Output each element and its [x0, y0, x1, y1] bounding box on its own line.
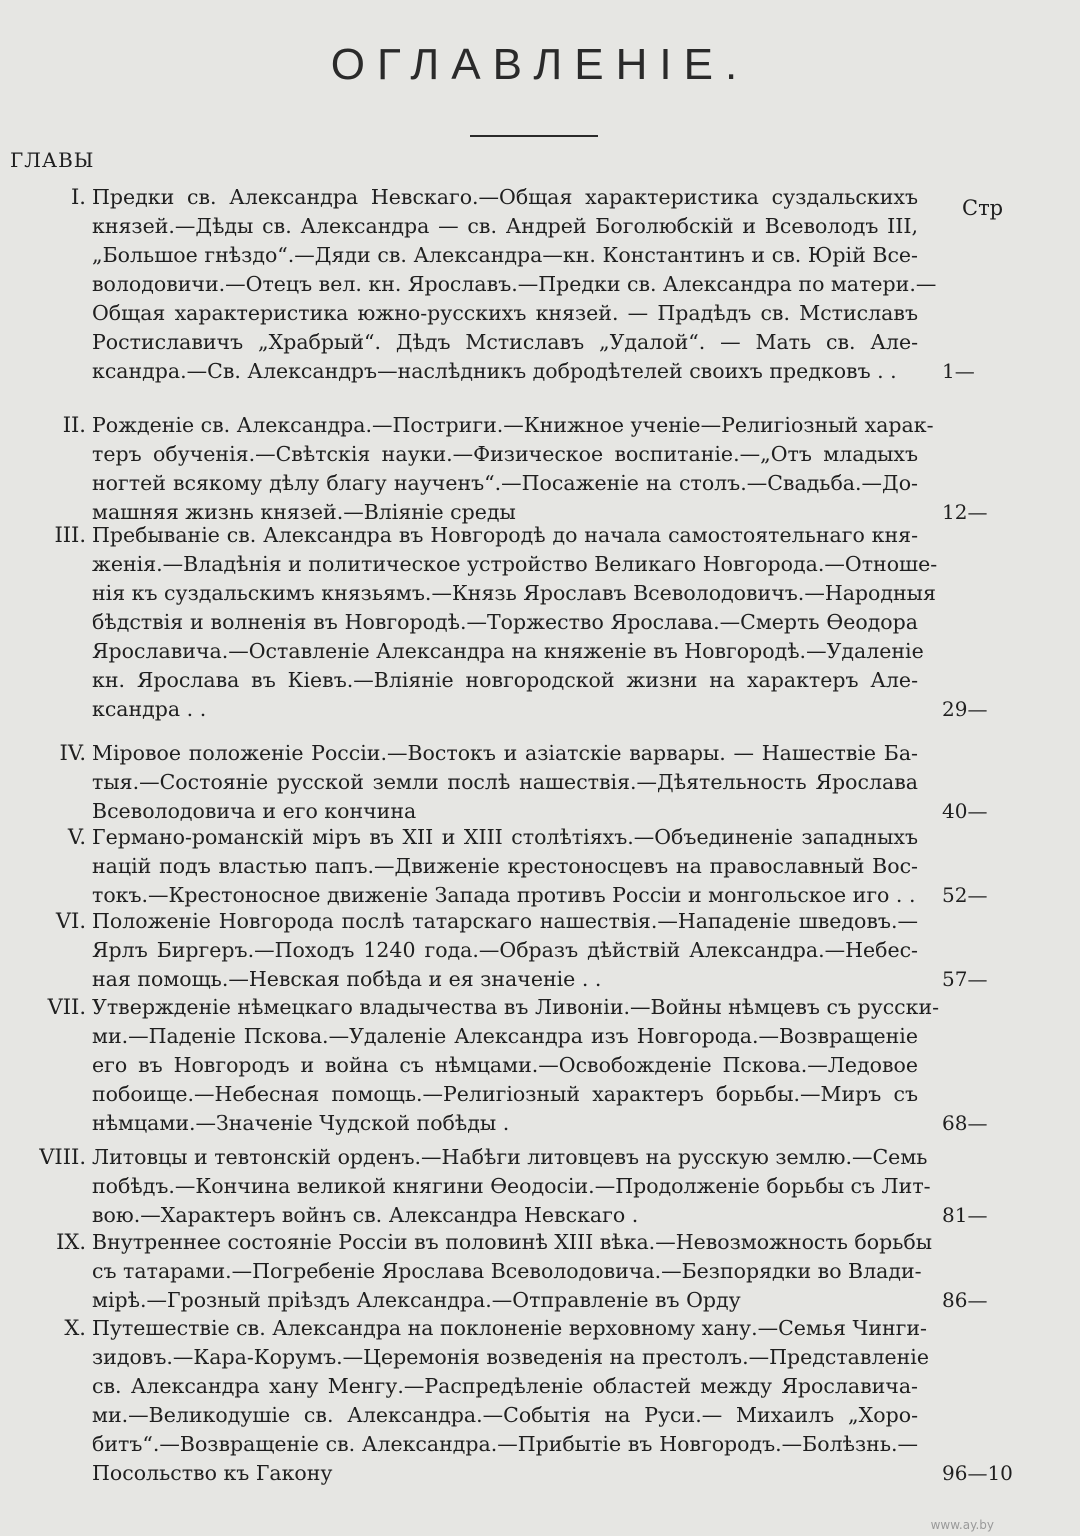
- chapter-number: III.: [54, 523, 86, 547]
- summary-line: Германо-романскій міръ въ XII и XIII столѣтіяхъ.—Объединеніе западныхъ: [92, 825, 918, 849]
- page-range: 1—: [942, 359, 975, 383]
- summary-line: Всеволодовича и его кончина: [92, 799, 417, 823]
- summary-line: ногтей всякому дѣлу благу наученъ“.—Посаженіе на столъ.—Свадьба.—До-: [92, 471, 918, 495]
- chapter-number: V.: [67, 825, 86, 849]
- summary-line: побѣдъ.—Кончина великой княгини Ѳеодосіи.—Продолженіе борьбы съ Лит-: [92, 1174, 931, 1198]
- page-range: 96—10: [942, 1461, 1013, 1485]
- summary-line: машняя жизнь князей.—Вліяніе среды: [92, 500, 516, 524]
- summary-line: „Большое гнѣздо“.—Дяди св. Александра—кн. Константинъ и св. Юрій Все-: [92, 243, 918, 267]
- pages-label: Стр: [962, 196, 1004, 220]
- page-range: 86—: [942, 1288, 988, 1312]
- summary-line: ми.—Паденіе Пскова.—Удаленіе Александра изъ Новгорода.—Возвращеніе: [92, 1024, 918, 1048]
- summary-line: Міровое положеніе Россіи.—Востокъ и азіатскіе варвары. — Нашествіе Ба-: [92, 741, 918, 765]
- watermark: www.ay.by: [930, 1518, 994, 1532]
- chapter-number: VIII.: [39, 1145, 86, 1169]
- chapter-summary: [92, 823, 918, 910]
- summary-line: Ростиславичъ „Храбрый“. Дѣдъ Мстиславъ „Удалой“. — Мать св. Але-: [92, 330, 918, 354]
- chapter-summary: [92, 183, 937, 386]
- chapter-summary: [92, 739, 918, 826]
- summary-line: Путешествіе св. Александра на поклоненіе верховному хану.—Семья Чинги-: [92, 1316, 927, 1340]
- summary-line: нія къ суздальскимъ князьямъ.—Князь Ярославъ Всеволодовичъ.—Народныя: [92, 581, 936, 605]
- summary-line: Общая характеристика южно-русскихъ князей. — Прадѣдъ св. Мстиславъ: [92, 301, 918, 325]
- summary-line: св. Александра хану Менгу.—Распредѣленіе областей между Ярославича-: [92, 1374, 918, 1398]
- chapter-number: VII.: [47, 995, 86, 1019]
- chapter-number: II.: [62, 413, 86, 437]
- summary-line: нѣмцами.—Значеніе Чудской побѣды .: [92, 1111, 510, 1135]
- summary-line: Литовцы и тевтонскій орденъ.—Набѣги литовцевъ на русскую землю.—Семь: [92, 1145, 928, 1169]
- summary-line: зидовъ.—Кара-Корумъ.—Церемонія возведенія на престолъ.—Представленіе: [92, 1345, 929, 1369]
- summary-line: Рожденіе св. Александра.—Постриги.—Книжное ученіе—Религіозный харак-: [92, 413, 934, 437]
- chapter-number: IX.: [56, 1230, 86, 1254]
- summary-line: мірѣ.—Грозный пріѣздъ Александра.—Отправленіе въ Орду: [92, 1288, 741, 1312]
- summary-line: володовичи.—Отецъ вел. кн. Ярославъ.—Предки св. Александра по матери.—: [92, 272, 937, 296]
- summary-line: битъ“.—Возвращеніе св. Александра.—Прибытіе въ Новгородъ.—Болѣзнь.—: [92, 1432, 918, 1456]
- summary-line: ная помощь.—Невская побѣда и ея значеніе . .: [92, 967, 602, 991]
- summary-line: Утвержденіе нѣмецкаго владычества въ Ливоніи.—Войны нѣмцевъ съ русски-: [92, 995, 940, 1019]
- summary-line: князей.—Дѣды св. Александра — св. Андрей Боголюбскій и Всеволодъ III,: [92, 214, 918, 238]
- chapter-summary: [92, 1143, 931, 1230]
- summary-line: ми.—Великодушіе св. Александра.—Событія на Руси.— Михаилъ „Хоро-: [92, 1403, 918, 1427]
- summary-line: съ татарами.—Погребеніе Ярослава Всеволодовича.—Безпорядки во Влади-: [92, 1259, 922, 1283]
- page-range: 57—: [942, 967, 988, 991]
- title-divider: [470, 135, 598, 137]
- summary-line: бѣдствія и волненія въ Новгородѣ.—Торжество Ярослава.—Смерть Ѳеодора: [92, 610, 918, 634]
- summary-line: ксандра . .: [92, 697, 207, 721]
- summary-line: побоище.—Небесная помощь.—Религіозный характеръ борьбы.—Миръ съ: [92, 1082, 918, 1106]
- chapter-summary: [92, 521, 938, 724]
- summary-line: Пребываніе св. Александра въ Новгородѣ до начала самостоятельнаго кня-: [92, 523, 918, 547]
- summary-line: націй подъ властью папъ.—Движеніе крестоносцевъ на православный Вос-: [92, 854, 918, 878]
- chapters-label: ГЛАВЫ: [10, 148, 95, 172]
- chapter-summary: [92, 411, 934, 527]
- summary-line: Ярлъ Биргеръ.—Походъ 1240 года.—Образъ дѣйствій Александра.—Небес-: [92, 938, 918, 962]
- summary-line: теръ обученія.—Свѣтскія науки.—Физическое воспитаніе.—„Отъ младыхъ: [92, 442, 918, 466]
- summary-line: Внутреннее состояніе Россіи въ половинѣ XIII вѣка.—Невозможность борьбы: [92, 1230, 933, 1254]
- summary-line: женія.—Владѣнія и политическое устройство Великаго Новгорода.—Отноше-: [92, 552, 938, 576]
- summary-line: его въ Новгородъ и война съ нѣмцами.—Освобожденіе Пскова.—Ледовое: [92, 1053, 918, 1077]
- chapter-number: X.: [64, 1316, 86, 1340]
- chapter-number: I.: [71, 185, 86, 209]
- summary-line: токъ.—Крестоносное движеніе Запада противъ Россіи и монгольское иго . .: [92, 883, 916, 907]
- chapter-summary: [92, 993, 940, 1138]
- page-range: 81—: [942, 1203, 988, 1227]
- summary-line: тыя.—Состояніе русской земли послѣ нашествія.—Дѣятельность Ярослава: [92, 770, 918, 794]
- page-range: 40—: [942, 799, 988, 823]
- page-range: 68—: [942, 1111, 988, 1135]
- summary-line: Положеніе Новгорода послѣ татарскаго нашествія.—Нападеніе шведовъ.—: [92, 909, 918, 933]
- summary-line: Предки св. Александра Невскаго.—Общая характеристика суздальскихъ: [92, 185, 918, 209]
- chapter-summary: [92, 1314, 929, 1488]
- summary-line: вою.—Характеръ войнъ св. Александра Невскаго .: [92, 1203, 639, 1227]
- page-range: 52—: [942, 883, 988, 907]
- summary-line: кн. Ярослава въ Кіевъ.—Вліяніе новгородской жизни на характеръ Але-: [92, 668, 918, 692]
- chapter-number: VI.: [55, 909, 86, 933]
- chapter-summary: [92, 1228, 933, 1315]
- page-title: ОГЛАВЛЕНІЕ.: [330, 40, 750, 89]
- summary-line: Ярославича.—Оставленіе Александра на княженіе въ Новгородѣ.—Удаленіе: [92, 639, 924, 663]
- chapter-summary: [92, 907, 918, 994]
- summary-line: Посольство къ Гакону: [92, 1461, 333, 1485]
- summary-line: ксандра.—Св. Александръ—наслѣдникъ добродѣтелей своихъ предковъ . .: [92, 359, 897, 383]
- page-range: 29—: [942, 697, 988, 721]
- chapter-number: IV.: [59, 741, 86, 765]
- page-range: 12—: [942, 500, 988, 524]
